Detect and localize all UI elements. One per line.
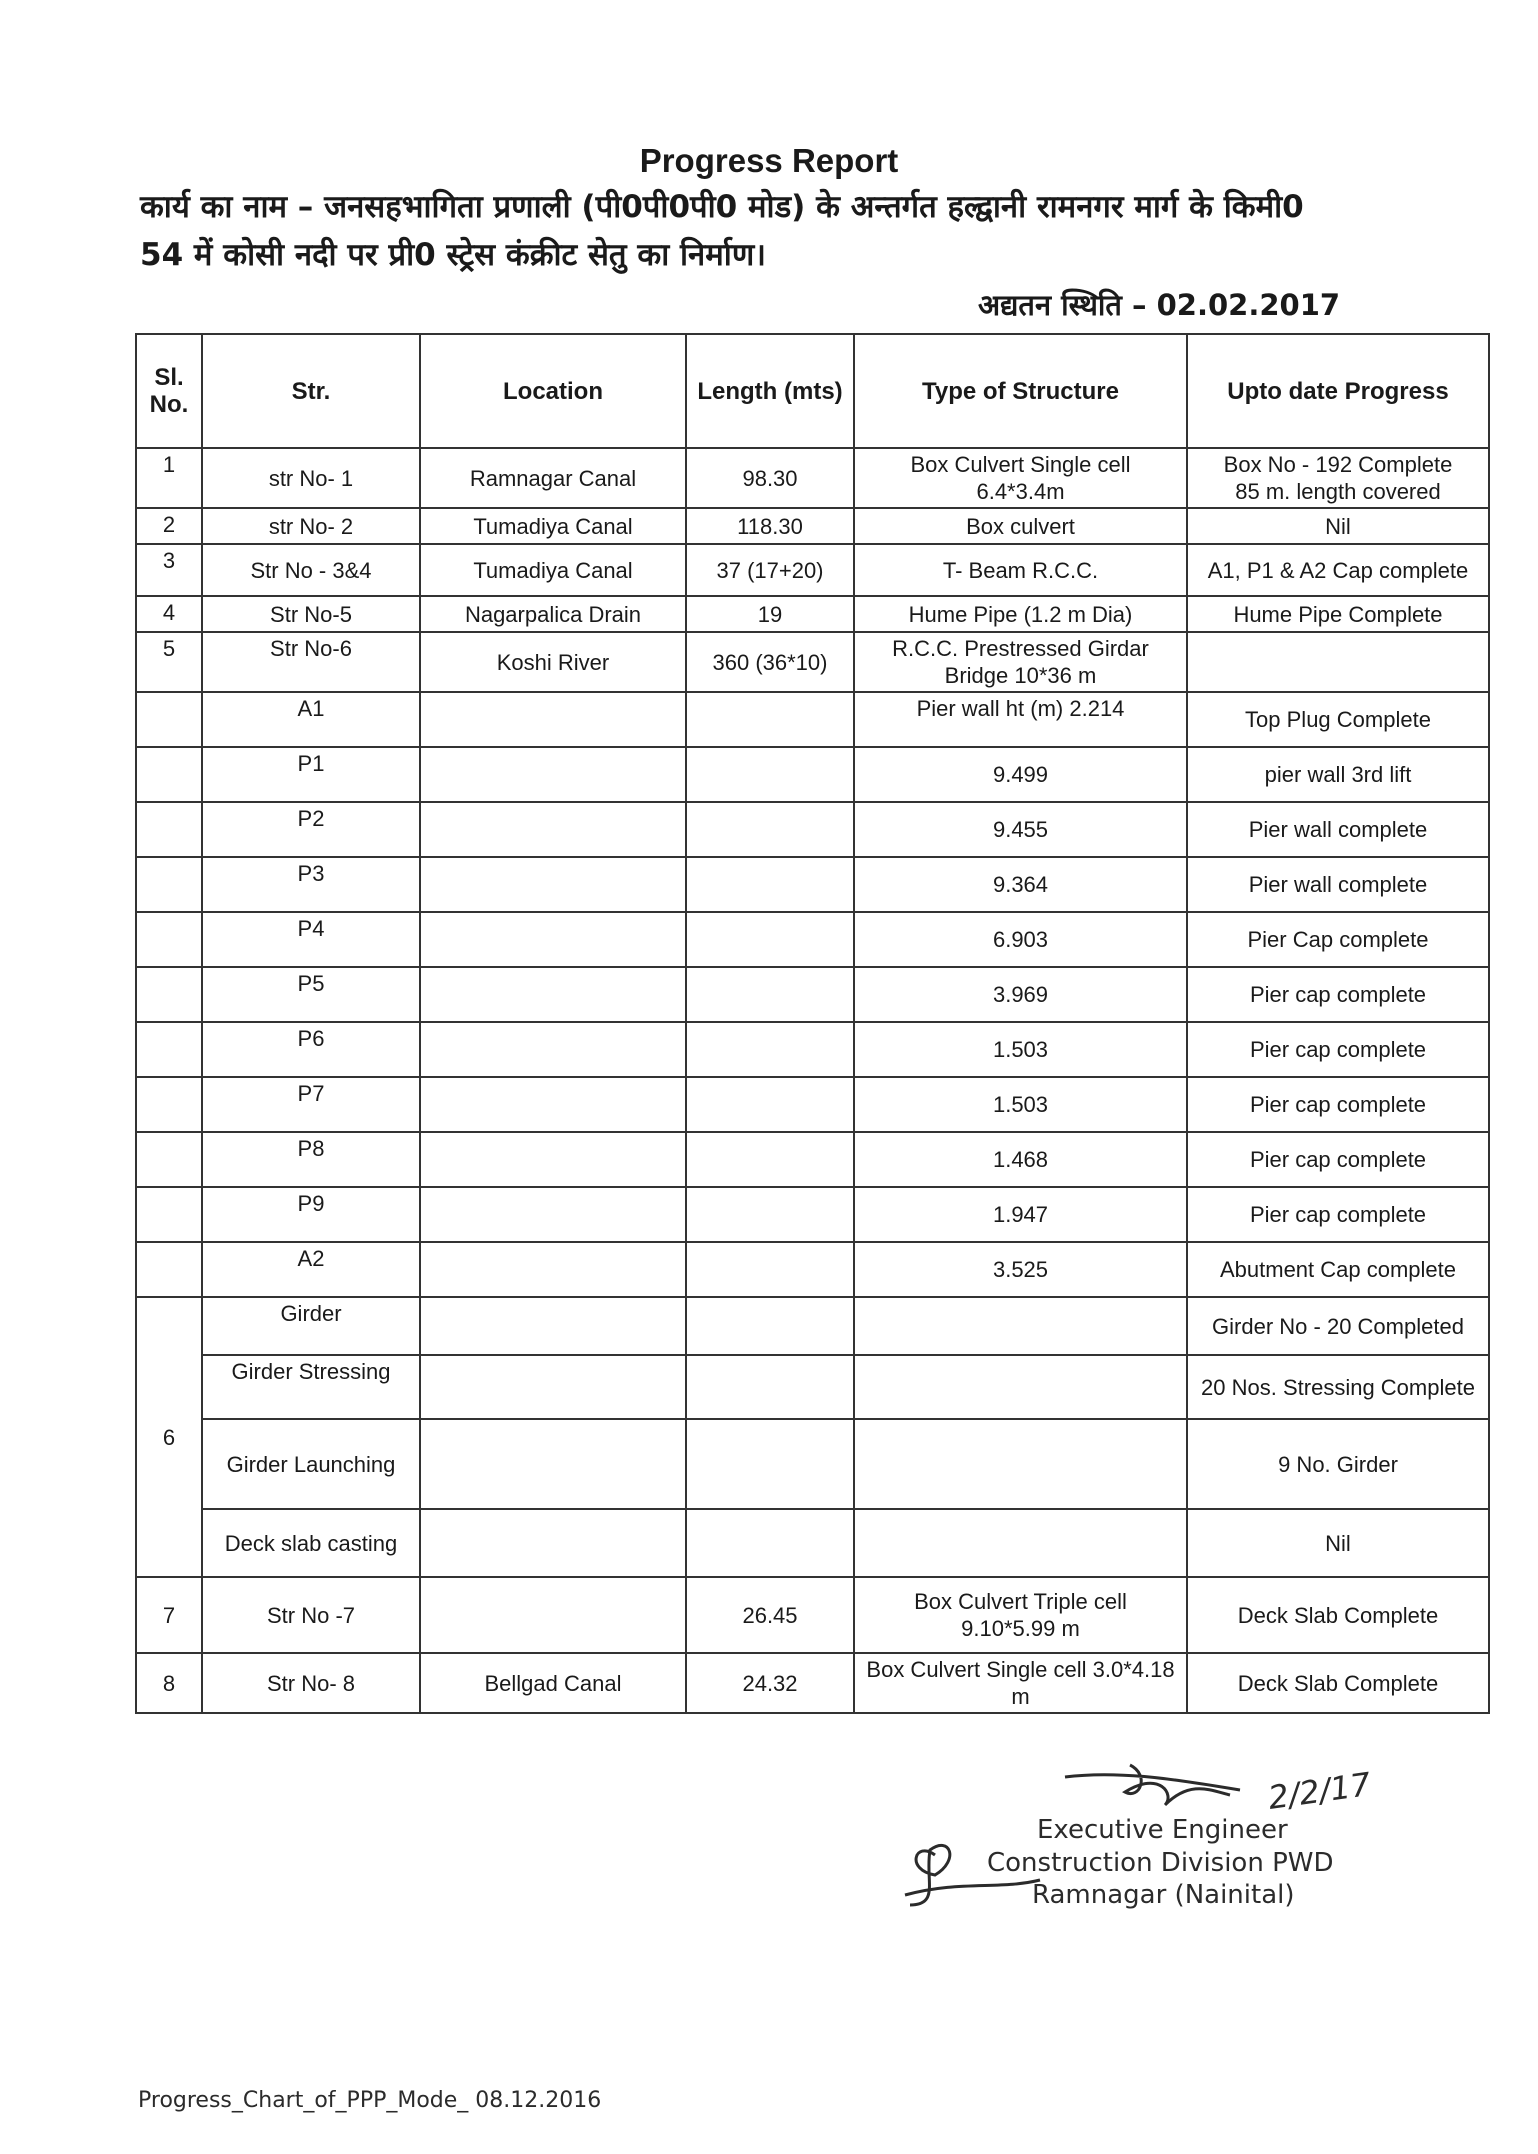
cell-sl: 6 [136,1297,202,1577]
cell-location [420,1187,686,1242]
cell-location: Tumadiya Canal [420,544,686,596]
cell-type: 9.499 [854,747,1187,802]
cell-progress: Pier cap complete [1187,1187,1489,1242]
cell-str: Girder [202,1297,420,1355]
cell-sl: 2 [136,508,202,544]
table-row [136,1509,1489,1577]
cell-sl [136,857,202,912]
cell-sl: 7 [136,1577,202,1653]
cell-str: Str No-5 [202,596,420,632]
cell-length: 360 (36*10) [686,632,854,692]
cell-type: Pier wall ht (m) 2.214 [854,692,1187,747]
header-length: Length (mts) [686,334,854,448]
cell-sl [136,1187,202,1242]
cell-sl [136,1077,202,1132]
table-row [136,802,1489,857]
table-row [136,1132,1489,1187]
cell-length [686,1187,854,1242]
cell-sl [136,802,202,857]
cell-sl: 3 [136,544,202,596]
cell-str: P5 [202,967,420,1022]
cell-length: 19 [686,596,854,632]
table-row [136,544,1489,596]
cell-str: Str No - 3&4 [202,544,420,596]
table-row [136,912,1489,967]
cell-location [420,1297,686,1355]
cell-sl: 1 [136,448,202,508]
table-row [136,508,1489,544]
cell-progress: Box No - 192 Complete 85 m. length covered [1187,448,1489,508]
cell-str: A2 [202,1242,420,1297]
cell-length [686,1022,854,1077]
cell-type: Box culvert [854,508,1187,544]
cell-type: 9.364 [854,857,1187,912]
header-location: Location [420,334,686,448]
cell-progress: Pier wall complete [1187,802,1489,857]
cell-sl: 4 [136,596,202,632]
cell-type: Hume Pipe (1.2 m Dia) [854,596,1187,632]
cell-str: P1 [202,747,420,802]
cell-location: Tumadiya Canal [420,508,686,544]
cell-str: Girder Launching [202,1419,420,1509]
signature-date: 2/2/17 [1265,1765,1374,1817]
cell-str: P7 [202,1077,420,1132]
table-row [136,596,1489,632]
signatory-title: Executive Engineer [1037,1815,1288,1845]
cell-type [854,1509,1187,1577]
cell-progress: pier wall 3rd lift [1187,747,1489,802]
cell-length [686,1132,854,1187]
cell-progress: Nil [1187,508,1489,544]
cell-location [420,1077,686,1132]
cell-length [686,857,854,912]
progress-table [135,333,1490,1714]
cell-sl [136,912,202,967]
cell-str: Girder Stressing [202,1355,420,1419]
table-row [136,967,1489,1022]
table-row [136,1653,1489,1713]
cell-progress: Pier cap complete [1187,967,1489,1022]
cell-length [686,912,854,967]
cell-progress [1187,632,1489,692]
cell-location [420,1355,686,1419]
table-row [136,1187,1489,1242]
signatory-location: Ramnagar (Nainital) [1032,1880,1295,1910]
cell-location: Ramnagar Canal [420,448,686,508]
cell-length [686,1419,854,1509]
cell-sl [136,967,202,1022]
cell-type: R.C.C. Prestressed Girdar Bridge 10*36 m [854,632,1187,692]
header-progress: Upto date Progress [1187,334,1489,448]
cell-progress: Pier cap complete [1187,1132,1489,1187]
cell-progress: Abutment Cap complete [1187,1242,1489,1297]
cell-progress: 20 Nos. Stressing Complete [1187,1355,1489,1419]
cell-progress: Pier cap complete [1187,1022,1489,1077]
cell-type: 1.503 [854,1077,1187,1132]
cell-type: 3.525 [854,1242,1187,1297]
cell-length [686,1242,854,1297]
cell-progress: Nil [1187,1509,1489,1577]
cell-type: Box Culvert Triple cell 9.10*5.99 m [854,1577,1187,1653]
cell-location [420,912,686,967]
cell-location [420,1419,686,1509]
cell-type [854,1419,1187,1509]
cell-progress: Top Plug Complete [1187,692,1489,747]
cell-type: 9.455 [854,802,1187,857]
cell-length [686,1297,854,1355]
cell-type: 3.969 [854,967,1187,1022]
cell-type: 1.503 [854,1022,1187,1077]
table-row [136,692,1489,747]
cell-type [854,1355,1187,1419]
footer-filename: Progress_Chart_of_PPP_Mode_ 08.12.2016 [138,2088,602,2113]
cell-length [686,1077,854,1132]
cell-length [686,1509,854,1577]
work-name-line-1: कार्य का नाम – जनसहभागिता प्रणाली (पी0पी0पी0 मोड) के अन्तर्गत हल्द्वानी रामनगर मार्ग के किमी0 [140,189,1304,225]
cell-sl [136,1242,202,1297]
table-row [136,1022,1489,1077]
cell-length: 37 (17+20) [686,544,854,596]
cell-str: P2 [202,802,420,857]
status-date: अद्यतन स्थिति – 02.02.2017 [978,288,1341,322]
table-row [136,1419,1489,1509]
cell-location [420,1509,686,1577]
cell-location [420,747,686,802]
table-row [136,857,1489,912]
cell-type: 1.947 [854,1187,1187,1242]
cell-location: Nagarpalica Drain [420,596,686,632]
cell-location [420,1132,686,1187]
table-row [136,1242,1489,1297]
cell-length: 26.45 [686,1577,854,1653]
cell-progress: 9 No. Girder [1187,1419,1489,1509]
cell-progress: Hume Pipe Complete [1187,596,1489,632]
header-str: Str. [202,334,420,448]
cell-length [686,747,854,802]
cell-type: 1.468 [854,1132,1187,1187]
cell-location: Koshi River [420,632,686,692]
cell-progress: A1, P1 & A2 Cap complete [1187,544,1489,596]
cell-str: str No- 1 [202,448,420,508]
cell-progress: Girder No - 20 Completed [1187,1297,1489,1355]
cell-str: str No- 2 [202,508,420,544]
table-row [136,448,1489,508]
table-row [136,632,1489,692]
table-row [136,1577,1489,1653]
cell-type: Box Culvert Single cell 6.4*3.4m [854,448,1187,508]
cell-location [420,802,686,857]
cell-progress: Pier wall complete [1187,857,1489,912]
cell-progress: Pier cap complete [1187,1077,1489,1132]
cell-length [686,692,854,747]
signatory-division: Construction Division PWD [987,1848,1334,1878]
cell-sl [136,1022,202,1077]
cell-progress: Deck Slab Complete [1187,1577,1489,1653]
cell-sl: 5 [136,632,202,692]
cell-sl [136,747,202,802]
cell-location [420,967,686,1022]
table-row [136,747,1489,802]
table-header-row [136,334,1489,448]
cell-str: P9 [202,1187,420,1242]
table-row [136,1077,1489,1132]
cell-length: 98.30 [686,448,854,508]
cell-sl [136,1132,202,1187]
cell-length: 118.30 [686,508,854,544]
cell-length [686,967,854,1022]
cell-str: P8 [202,1132,420,1187]
cell-location [420,692,686,747]
cell-sl: 8 [136,1653,202,1713]
cell-progress: Pier Cap complete [1187,912,1489,967]
cell-type: Box Culvert Single cell 3.0*4.18 m [854,1653,1187,1713]
cell-location: Bellgad Canal [420,1653,686,1713]
header-type: Type of Structure [854,334,1187,448]
report-title: Progress Report [639,142,899,179]
cell-location [420,1242,686,1297]
cell-str: A1 [202,692,420,747]
table-row [136,1297,1489,1355]
cell-str: Str No -7 [202,1577,420,1653]
cell-str: Deck slab casting [202,1509,420,1577]
cell-str: P3 [202,857,420,912]
cell-length [686,802,854,857]
cell-location [420,1577,686,1653]
header-sl-no: Sl. No. [136,334,202,448]
table-row [136,1355,1489,1419]
cell-length: 24.32 [686,1653,854,1713]
cell-length [686,1355,854,1419]
cell-location [420,1022,686,1077]
work-name-line-2: 54 में कोसी नदी पर प्री0 स्ट्रेस कंक्रीट सेतु का निर्माण। [140,237,766,273]
cell-str: P6 [202,1022,420,1077]
cell-type: T- Beam R.C.C. [854,544,1187,596]
cell-progress: Deck Slab Complete [1187,1653,1489,1713]
cell-type: 6.903 [854,912,1187,967]
cell-type [854,1297,1187,1355]
cell-str: P4 [202,912,420,967]
cell-str: Str No- 8 [202,1653,420,1713]
cell-sl [136,692,202,747]
cell-location [420,857,686,912]
cell-str: Str No-6 [202,632,420,692]
